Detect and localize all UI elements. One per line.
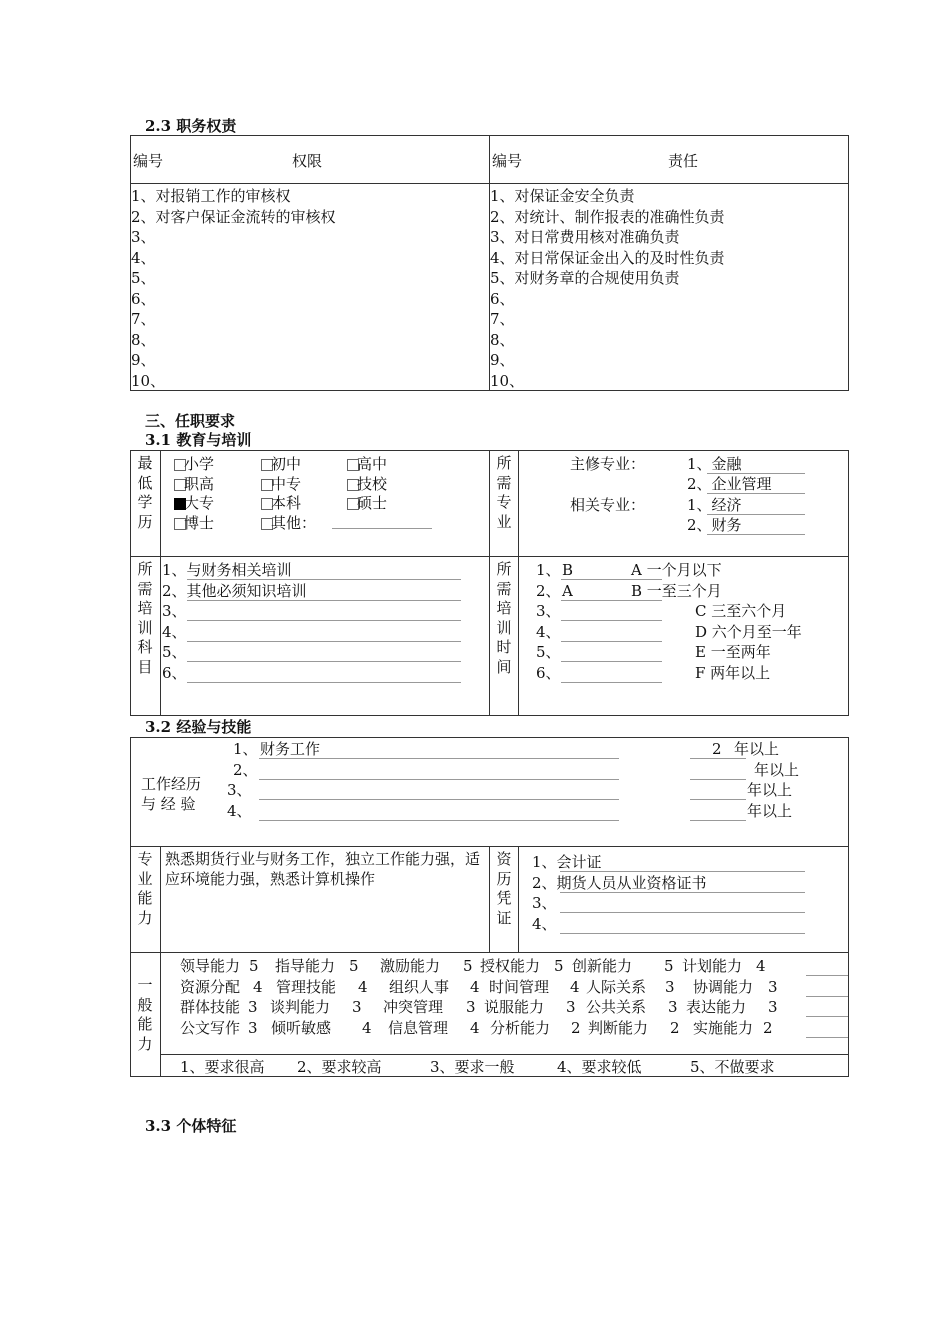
training-subject-item: 1、与财务相关培训 [162, 561, 292, 579]
ability-score: 5 [463, 957, 473, 975]
authority-item: 2、对客户保证金流转的审核权 [131, 207, 336, 226]
training-time-label: 所需培训时间 [496, 560, 512, 676]
ability-name: 谈判能力 [270, 998, 331, 1016]
work-item-no: 4、 [227, 801, 252, 820]
work-item-underline [259, 758, 619, 759]
work-years-underline [690, 799, 746, 800]
ability-score: 3 [665, 977, 675, 996]
ability-score: 4 [756, 957, 766, 975]
training-time-option: D 六个月至一年 [695, 622, 802, 641]
training-time-no: 2、 [536, 581, 561, 600]
edu-col-line-2 [489, 450, 490, 716]
work-item-underline [259, 779, 619, 780]
ability-score: 5 [249, 957, 259, 975]
ability-name: 说服能力 [484, 998, 545, 1016]
ability-score: 4 [253, 977, 263, 996]
ability-name: 指导能力 [275, 957, 336, 975]
ability-score: 4 [570, 977, 580, 996]
work-item-suffix: 年以上 [747, 801, 793, 820]
ability-score: 3 [768, 998, 778, 1016]
training-time-option: C 三至六个月 [695, 602, 787, 620]
ability-score: 4 [470, 1018, 480, 1037]
training-subject-underline [187, 641, 461, 642]
ability-score: 5 [554, 957, 564, 975]
authority-item: 5、 [131, 269, 156, 287]
work-item-underline [259, 799, 619, 800]
work-item-no: 3、 [227, 781, 252, 799]
training-subject-item: 3、 [162, 602, 187, 620]
authority-item: 1、对报销工作的审核权 [131, 187, 291, 205]
ability-name: 时间管理 [489, 977, 550, 996]
training-subject-underline [187, 620, 461, 621]
ability-name: 冲突管理 [383, 998, 444, 1016]
major-underline [707, 493, 805, 494]
ability-name: 协调能力 [693, 977, 754, 996]
training-time-value: A [562, 581, 573, 600]
ability-score: 4 [470, 977, 480, 996]
responsibility-item: 6、 [490, 289, 515, 308]
responsibility-item: 2、对统计、制作报表的准确性负责 [490, 207, 725, 226]
credential-underline [560, 892, 805, 893]
ability-name: 公共关系 [586, 998, 647, 1016]
training-time-underline [561, 620, 662, 621]
col-no-right: 编号 [492, 152, 523, 170]
training-subject-underline [187, 682, 461, 683]
ability-name: 激励能力 [380, 957, 441, 975]
education-option-label: 中专 [271, 474, 302, 493]
education-option-label: 技校 [357, 474, 388, 493]
exp-row-line-3 [160, 1054, 849, 1055]
ability-score: 2 [670, 1018, 680, 1037]
work-item-years: 2 [712, 740, 722, 758]
authority-item: 4、 [131, 248, 156, 267]
training-time-no: 6、 [536, 663, 561, 682]
authority-item: 6、 [131, 289, 156, 308]
education-option-label: 大专 [184, 494, 215, 512]
training-subject-underline [187, 600, 461, 601]
edu-col-line-1 [160, 450, 161, 716]
education-option-label: 初中 [271, 455, 302, 473]
col-no-left: 编号 [133, 152, 164, 170]
training-time-underline [561, 641, 662, 642]
responsibility-item: 10、 [490, 371, 525, 390]
education-option-label: 其他： [271, 513, 317, 532]
ability-score: 3 [768, 977, 778, 996]
ability-name: 人际关系 [586, 977, 647, 996]
training-subject-item: 4、 [162, 622, 187, 641]
responsibility-item: 9、 [490, 351, 515, 369]
education-option-label: 本科 [271, 494, 302, 512]
credential-underline [560, 933, 805, 934]
ability-score: 2 [571, 1018, 581, 1037]
section-title-3: 三、任职要求 [145, 412, 236, 430]
responsibility-item: 7、 [490, 310, 515, 328]
pro-ability-label: 专业能力 [137, 850, 153, 927]
ability-name: 群体技能 [180, 998, 241, 1016]
work-item-suffix: 年以上 [747, 781, 793, 799]
section-title-2-3: 2.3 职务权责 [145, 117, 237, 135]
work-years-underline [690, 820, 746, 821]
training-subject-label: 所需培训科目 [137, 560, 153, 676]
training-time-option: F 两年以上 [695, 663, 771, 682]
exp-col-line-2 [489, 846, 490, 952]
major-underline [707, 534, 805, 535]
responsibility-item: 3、对日常费用核对准确负责 [490, 228, 680, 246]
ability-name: 分析能力 [490, 1018, 551, 1037]
ability-underline [806, 1016, 848, 1017]
ability-name: 领导能力 [180, 957, 241, 975]
ability-score: 3 [248, 998, 258, 1016]
legend-item: 3、要求一般 [430, 1058, 515, 1076]
work-item-suffix: 年以上 [754, 760, 800, 779]
major-item: 1、金融 [687, 455, 742, 473]
ability-name: 管理技能 [276, 977, 337, 996]
major-item: 2、企业管理 [687, 475, 772, 493]
training-time-no: 5、 [536, 643, 561, 661]
ability-score: 5 [349, 957, 359, 975]
major-label: 所需专业 [496, 454, 512, 531]
ability-name: 信息管理 [388, 1018, 449, 1037]
other-education-underline [332, 528, 432, 529]
education-option-label: 职高 [184, 474, 215, 493]
training-time-value: B [562, 561, 574, 579]
major-item: 2、财务 [687, 516, 742, 534]
training-time-no: 4、 [536, 622, 561, 641]
credential-item: 4、 [532, 914, 557, 933]
edu-row-line [130, 556, 849, 557]
work-years-underline [690, 779, 746, 780]
training-subject-item: 2、其他必须知识培训 [162, 581, 307, 600]
authority-item: 7、 [131, 310, 156, 328]
general-ability-label: 一般能力 [137, 976, 153, 1053]
col-responsibility: 责任 [668, 152, 699, 170]
ability-name: 计划能力 [682, 957, 743, 975]
min-education-label: 最低学历 [137, 454, 153, 531]
ability-score: 4 [358, 977, 368, 996]
ability-score: 3 [248, 1018, 258, 1037]
training-time-option: A 一个月以下 [631, 561, 722, 579]
training-time-no: 1、 [536, 561, 561, 579]
ability-score: 3 [566, 998, 576, 1016]
ability-underline [806, 996, 848, 997]
responsibility-item: 8、 [490, 330, 515, 349]
credential-underline [560, 912, 805, 913]
pro-ability-text: 熟悉期货行业与财务工作，独立工作能力强，适应环境能力强，熟悉计算机操作 [165, 850, 481, 888]
work-item-no: 2、 [233, 760, 258, 779]
credential-item: 1、会计证 [532, 853, 602, 871]
ability-score: 2 [763, 1018, 773, 1037]
education-option-label: 硕士 [357, 494, 388, 512]
training-time-underline [561, 682, 662, 683]
ability-score: 3 [352, 998, 362, 1016]
legend-item: 4、要求较低 [557, 1058, 642, 1076]
ability-underline [806, 1037, 848, 1038]
training-time-option: B 一至三个月 [631, 581, 722, 600]
ability-name: 表达能力 [686, 998, 747, 1016]
training-subject-item: 6、 [162, 663, 187, 682]
legend-item: 1、要求很高 [180, 1058, 265, 1076]
credential-item: 2、期货人员从业资格证书 [532, 873, 707, 892]
credential-label: 资历凭证 [496, 850, 512, 927]
work-exp-label-1: 工作经历 [141, 775, 202, 793]
training-time-no: 3、 [536, 602, 561, 620]
responsibility-item: 1、对保证金安全负责 [490, 187, 635, 205]
education-option-label: 小学 [184, 455, 215, 473]
responsibility-item: 5、对财务章的合规使用负责 [490, 269, 680, 287]
col-authority: 权限 [292, 152, 323, 170]
authority-item: 9、 [131, 351, 156, 369]
main-major-label: 主修专业： [570, 455, 646, 473]
responsibility-item: 4、对日常保证金出入的及时性负责 [490, 248, 725, 267]
ability-score: 3 [668, 998, 678, 1016]
exp-col-line-1 [160, 846, 161, 1077]
authority-item: 3、 [131, 228, 156, 246]
education-option-label: 高中 [357, 455, 388, 473]
authority-table-header-line [130, 183, 849, 184]
legend-item: 2、要求较高 [297, 1058, 382, 1076]
section-title-3-3: 3.3 个体特征 [145, 1117, 237, 1135]
credential-item: 3、 [532, 894, 557, 912]
legend-item: 5、不做要求 [690, 1058, 775, 1076]
education-option-label: 博士 [184, 513, 215, 532]
ability-name: 实施能力 [693, 1018, 754, 1037]
related-major-label: 相关专业： [570, 496, 646, 514]
work-item-no: 1、 [233, 740, 258, 758]
authority-item: 10、 [131, 371, 166, 390]
exp-row-line-2 [130, 952, 849, 953]
section-title-3-2: 3.2 经验与技能 [145, 718, 252, 736]
ability-name: 授权能力 [480, 957, 541, 975]
edu-col-line-3 [518, 450, 519, 716]
work-item-text: 财务工作 [260, 740, 321, 758]
ability-score: 4 [362, 1018, 372, 1037]
training-time-underline [561, 661, 662, 662]
ability-name: 判断能力 [588, 1018, 649, 1037]
training-subject-underline [187, 661, 461, 662]
ability-name: 创新能力 [572, 957, 633, 975]
ability-name: 组织人事 [389, 977, 450, 996]
ability-name: 倾听敏感 [271, 1018, 332, 1037]
exp-col-line-3 [518, 846, 519, 952]
ability-score: 5 [664, 957, 674, 975]
section-title-3-1: 3.1 教育与培训 [145, 431, 252, 449]
ability-underline [806, 975, 848, 976]
major-item: 1、经济 [687, 496, 742, 514]
training-time-option: E 一至两年 [695, 643, 771, 661]
ability-name: 公文写作 [180, 1018, 241, 1037]
work-exp-label-2: 与 经 验 [141, 795, 196, 813]
work-item-underline [259, 820, 619, 821]
authority-item: 8、 [131, 330, 156, 349]
training-subject-item: 5、 [162, 643, 187, 661]
work-item-suffix: 年以上 [734, 740, 780, 758]
ability-score: 3 [466, 998, 476, 1016]
ability-name: 资源分配 [180, 977, 241, 996]
